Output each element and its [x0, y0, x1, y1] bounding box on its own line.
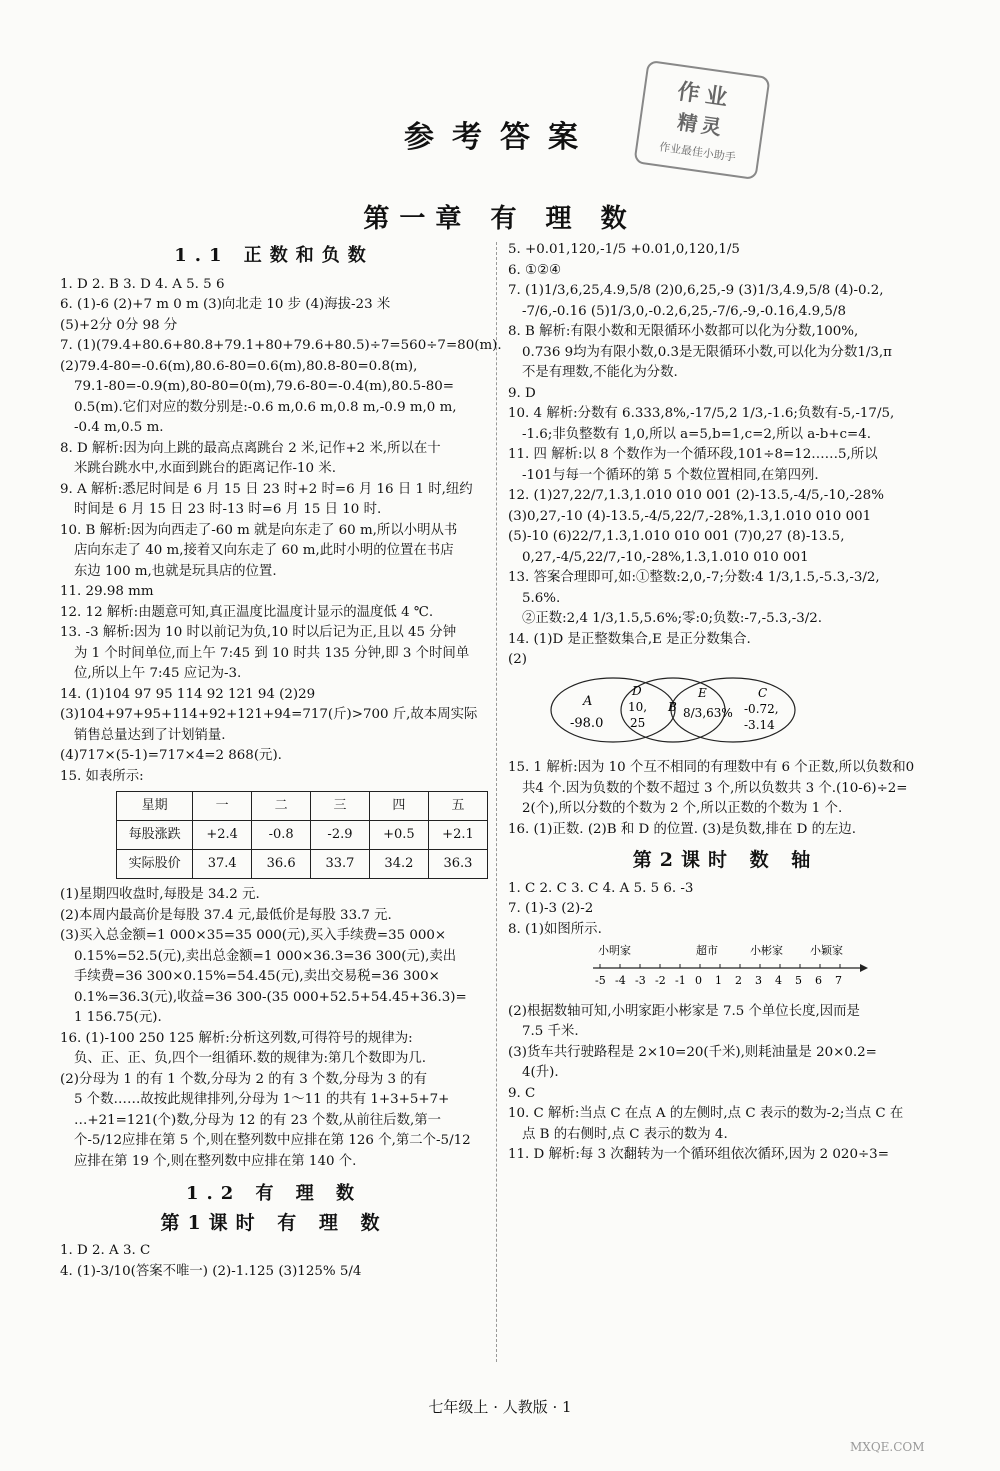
numline-label-xiaobin: 小彬家: [750, 944, 783, 957]
lesson-heading-2: 第2课时 数 轴: [632, 849, 819, 871]
answer-line: 7. (1)-3 (2)-2: [508, 901, 594, 916]
stamp-line1: 作业: [675, 78, 736, 113]
answer-line: 销售总量达到了计划销量.: [74, 727, 226, 743]
page-footer: 七年级上 · 人教版 · 1: [428, 1398, 572, 1416]
answer-line: 时间是 6 月 15 日 23 时-13 时=6 月 15 日 10 时.: [74, 502, 382, 517]
section-heading-1-1: 1.1 正数和负数: [174, 245, 374, 266]
answer-line: 7. (1)(79.4+80.6+80.8+79.1+80+79.6+80.5)÷7=560÷7=80(m).: [60, 338, 502, 353]
page-title: 参考答案: [404, 120, 596, 155]
answer-line: 共4 个.因为负数的个数不超过 3 个,所以负数共 3 个.(10-6)÷2=: [522, 780, 908, 796]
table-row: [117, 850, 488, 879]
left-answer-lines-3: [60, 1241, 488, 1282]
numline-tick-label: 0: [695, 974, 702, 987]
table-cell: 每股涨跌: [117, 821, 193, 850]
left-answer-lines: [60, 275, 502, 788]
answer-line: ②正数:2,4 1/3,1.5,5.6%;零:0;负数:-7,-5.3,-3/2.: [522, 611, 823, 626]
answer-line: 12. 12 解析:由题意可知,真正温度比温度计显示的温度低 4 ℃.: [60, 604, 434, 620]
numline-tick-label: -1: [675, 974, 686, 987]
table-cell: 一: [193, 792, 252, 821]
answer-line: 0.15%=52.5(元),卖出总金额=1 000×36.3=36 300(元),卖出: [74, 948, 457, 964]
numline-tick-label: 3: [755, 974, 762, 987]
answer-line: 11. 四 解析:以 8 个数作为一个循环段,101÷8=12……5,所以: [508, 447, 878, 462]
venn-value-e: 8/3,63%: [683, 705, 733, 720]
venn-value-c1: -0.72,: [744, 701, 779, 716]
right-column: [508, 240, 943, 1166]
answer-line: 1. D 2. B 3. D 4. A 5. 5 6: [60, 276, 225, 292]
section-heading-1-2: 1.2 有 理 数: [185, 1183, 363, 1204]
table-cell: -2.9: [311, 821, 370, 850]
venn-label-d: D: [632, 683, 642, 698]
answer-line: 1 156.75(元).: [74, 1010, 162, 1025]
watermark: MXQE.COM: [850, 1440, 925, 1454]
numline-label-supermarket: 超市: [696, 944, 718, 957]
table-cell: +2.4: [193, 821, 252, 850]
numline-tick-label: 2: [735, 974, 742, 987]
stamp-line2: 精灵: [675, 109, 727, 141]
answer-line: 79.1-80=-0.9(m),80-80=0(m),79.6-80=-0.4(m),80.5-80=: [74, 379, 454, 394]
answer-line: 4. (1)-3/10(答案不唯一) (2)-1.125 (3)125% 5/4: [60, 1263, 362, 1279]
table-cell: 37.4: [193, 850, 252, 879]
answer-line: 东边 100 m,也就是玩具店的位置.: [74, 563, 277, 579]
right-answer-lines-2: [508, 758, 943, 840]
table-cell: 二: [252, 792, 311, 821]
answer-line: 10. C 解析:当点 C 在点 A 的左侧时,点 C 表示的数为-2;当点 C 在: [508, 1106, 904, 1121]
answer-line: 9. C: [508, 1085, 536, 1101]
table-cell: +2.1: [428, 821, 487, 850]
answer-line: 8. (1)如图所示.: [508, 921, 602, 937]
answer-line: 0.1%=36.3(元),收益=36 300-(35 000+52.5+54.45+36.3)=: [74, 989, 467, 1005]
table-cell: 星期: [117, 792, 193, 821]
answer-line: 13. 答案合理即可,如:①整数:2,0,-7;分数:4 1/3,1.5,-5.3,-3/2,: [508, 570, 880, 585]
numline-tick-label: -5: [595, 974, 606, 987]
chapter-title: 第一章 有 理 数: [363, 204, 637, 234]
answer-line: 个-5/12应排在第 5 个,则在整列数中应排在第 126 个,第二个-5/12: [74, 1133, 471, 1148]
answer-line: (5)-10 (6)22/7,1.3̇,1.010 010 001 (7)0,27 (8)-13.5,: [508, 529, 845, 544]
answer-line: -101与每一个循环的第 5 个数位置相同,在第四列.: [522, 467, 819, 483]
numline-label-xiaoming: 小明家: [598, 944, 631, 957]
answer-line: -0.4 m,0.5 m.: [74, 420, 164, 435]
venn-label-b: B: [668, 699, 677, 714]
answer-line: 位,所以上午 7:45 应记为-3.: [74, 666, 242, 681]
answer-line: 7. (1)1/3,6,25,4.9,5/8 (2)0,6,25,-9 (3)1/3,4.9,5/8 (4)-0.2,: [508, 283, 884, 298]
left-column: [60, 240, 502, 1282]
numline-tick-label: -3: [635, 974, 646, 987]
answer-line: 0.736 9均为有限小数,0.3̇是无限循环小数,可以化为分数1/3,π: [522, 344, 892, 360]
answer-line: 应排在第 19 个,则在整列数中应排在第 140 个.: [74, 1153, 357, 1169]
answer-line: (1)星期四收盘时,每股是 34.2 元.: [60, 887, 260, 902]
venn-diagram: [548, 675, 798, 745]
right-answer-lines-3: [508, 879, 943, 941]
answer-line: 15. 如表所示:: [60, 768, 144, 784]
table-cell: 34.2: [369, 850, 428, 879]
answer-line: 16. (1)正数. (2)B 和 D 的位置. (3)是负数,排在 D 的左边.: [508, 821, 857, 837]
answer-line: 8. D 解析:因为向上跳的最高点离跳台 2 米,记作+2 米,所以在十: [60, 440, 441, 456]
answer-line: 13. -3 解析:因为 10 时以前记为负,10 时以后记为正,且以 45 分钟: [60, 625, 457, 640]
table-cell: 五: [428, 792, 487, 821]
table-row: [117, 792, 488, 821]
numline-label-xiaoying: 小颖家: [810, 944, 843, 957]
answer-line: 16. (1)-100 250 125 解析:分析这列数,可得符号的规律为:: [60, 1030, 413, 1046]
answer-line: 点 B 的右侧时,点 C 表示的数为 4.: [522, 1126, 728, 1142]
venn-value-d1: 10,: [628, 699, 648, 714]
left-answer-lines-2: [60, 885, 488, 1172]
table-row: [117, 821, 488, 850]
answer-line: (4)717×(5-1)=717×4=2 868(元).: [60, 748, 282, 763]
numline-tick-label: 4: [775, 974, 782, 987]
answer-line: 手续费=36 300×0.15%=54.45(元),卖出交易税=36 300×: [74, 969, 440, 984]
answer-line: 1. D 2. A 3. C: [60, 1243, 151, 1258]
answer-line: 1. C 2. C 3. C 4. A 5. 5 6. -3: [508, 880, 694, 896]
answer-line: 10. B 解析:因为向西走了-60 m 就是向东走了 60 m,所以小明从书: [60, 522, 458, 538]
answer-line: 不是有理数,不能化为分数.: [522, 365, 678, 380]
answer-line: 为 1 个时间单位,而上午 7:45 到 10 时共 135 分钟,即 3 个时间单: [74, 645, 470, 661]
column-divider: [496, 242, 497, 1362]
answer-line: 10. 4 解析:分数有 6.333,8%,-17/5,2 1/3,-1.6;负数有-5,-17/5,: [508, 406, 895, 421]
venn-value-a: -98.0: [570, 715, 604, 731]
answer-line: 米跳台跳水中,水面到跳台的距离记作-10 米.: [74, 461, 336, 476]
answer-line: 8. B 解析:有限小数和无限循环小数都可以化为分数,100%,: [508, 324, 859, 339]
numline-tick-label: 5: [795, 974, 802, 987]
answer-line: 0,27,-4/5,22/7,-10,-28%,1.3̇,1.010 010 001: [522, 549, 809, 565]
answer-line: 11. D 解析:每 3 次翻转为一个循环组依次循环,因为 2 020÷3=: [508, 1147, 889, 1162]
answer-line: (3)104+97+95+114+92+121+94=717(斤)>700 斤,故本周实际: [60, 707, 478, 722]
stock-table: [116, 791, 488, 879]
answer-line: 9. A 解析:悉尼时间是 6 月 15 日 23 时+2 时=6 月 16 日 1 时,纽约: [60, 481, 473, 497]
lesson-heading-1: 第1课时 有 理 数: [160, 1211, 388, 1234]
table-cell: 实际股价: [117, 850, 193, 879]
venn-label-a: A: [583, 693, 593, 709]
answer-line: 6. ①②④: [508, 262, 562, 278]
answer-line: (3)买入总金额=1 000×35=35 000(元),买入手续费=35 000×: [60, 928, 447, 943]
table-cell: +0.5: [369, 821, 428, 850]
answer-line: 4(升).: [522, 1065, 559, 1080]
table-cell: -0.8: [252, 821, 311, 850]
answer-line: 7.5 千米.: [522, 1024, 579, 1039]
answer-line: 5.6%.: [522, 590, 561, 606]
answer-line: 店向东走了 40 m,接着又向东走了 60 m,此时小明的位置在书店: [74, 543, 454, 558]
answer-line: 14. (1)D 是正整数集合,E 是正分数集合.: [508, 631, 751, 647]
answer-line: 5. +0.01,120,-1/5 +0.01,0,120,1/5: [508, 242, 740, 257]
answer-line: 5 个数……故按此规律排列,分母为 1～11 的共有 1+3+5+7+: [74, 1092, 450, 1107]
right-answer-lines: [508, 240, 943, 671]
venn-value-d2: 25: [630, 715, 646, 730]
answer-line: (2)79.4-80=-0.6(m),80.6-80=0.6(m),80.8-80=0.8(m),: [60, 358, 418, 374]
answer-line: (2)分母为 1 的有 1 个数,分母为 2 的有 3 个数,分母为 3 的有: [60, 1071, 428, 1087]
venn-label-c: C: [758, 685, 768, 700]
answer-line: …+21=121(个)数,分母为 12 的有 23 个数,从前往后数,第一: [74, 1112, 441, 1128]
answer-line: 11. 29.98 mm: [60, 584, 154, 599]
answer-line: 15. 1 解析:因为 10 个互不相同的有理数中有 6 个正数,所以负数和0: [508, 760, 915, 775]
answer-line: (3)货车共行驶路程是 2×10=20(千米),则耗油量是 20×0.2=: [508, 1044, 877, 1060]
venn-label-e: E: [698, 685, 707, 700]
stamp-line3: 作业最佳小助手: [658, 140, 737, 164]
table-cell: 36.6: [252, 850, 311, 879]
answer-line: 负、正、正、负,四个一组循环.数的规律为:第几个数即为几.: [74, 1051, 427, 1066]
numline-tick-label: -4: [615, 974, 626, 987]
numline-tick-label: 7: [835, 974, 842, 987]
right-answer-lines-4: [508, 1002, 943, 1166]
answer-line: 0.5(m).它们对应的数分别是:-0.6 m,0.6 m,0.8 m,-0.9 m,0 m,: [74, 399, 457, 415]
answer-line: (3)0,27,-10 (4)-13.5,-4/5,22/7,-28%,1.3̇,1.010 010 001: [508, 508, 872, 524]
numline-tick-label: 6: [815, 974, 822, 987]
table-cell: 36.3: [428, 850, 487, 879]
answer-line: (2): [508, 652, 527, 667]
table-cell: 四: [369, 792, 428, 821]
answer-line: -1.6;非负整数有 1,0,所以 a=5,b=1,c=2,所以 a-b+c=4.: [522, 426, 872, 442]
numline-tick-label: -2: [655, 974, 666, 987]
answer-line: 14. (1)104 97 95 114 92 121 94 (2)29: [60, 686, 316, 702]
table-cell: 33.7: [311, 850, 370, 879]
answer-line: (5)+2分 0分 98 分: [60, 317, 178, 333]
answer-line: (2)本周内最高价是每股 37.4 元,最低价是每股 33.7 元.: [60, 907, 392, 923]
numline-tick-label: 1: [715, 974, 722, 987]
table-cell: 三: [311, 792, 370, 821]
answer-line: 12. (1)27,22/7,1.3̇,1.010 010 001 (2)-13.5,-4/5,-10,-28%: [508, 488, 884, 503]
answer-line: 6. (1)-6 (2)+7 m 0 m (3)向北走 10 步 (4)海拔-23 米: [60, 297, 391, 312]
answer-line: 2(个),所以分数的个数为 2 个,所以正数的个数为 1 个.: [522, 801, 843, 816]
answer-line: -7/6,-0.16 (5)1/3,0,-0.2,6,25,-7/6,-9,-0.16,4.9,5/8: [522, 303, 846, 319]
answer-line: 9. D: [508, 385, 536, 401]
answer-line: (2)根据数轴可知,小明家距小彬家是 7.5 个单位长度,因而是: [508, 1003, 860, 1019]
number-line: [588, 942, 868, 990]
venn-value-c2: -3.14: [744, 717, 775, 732]
